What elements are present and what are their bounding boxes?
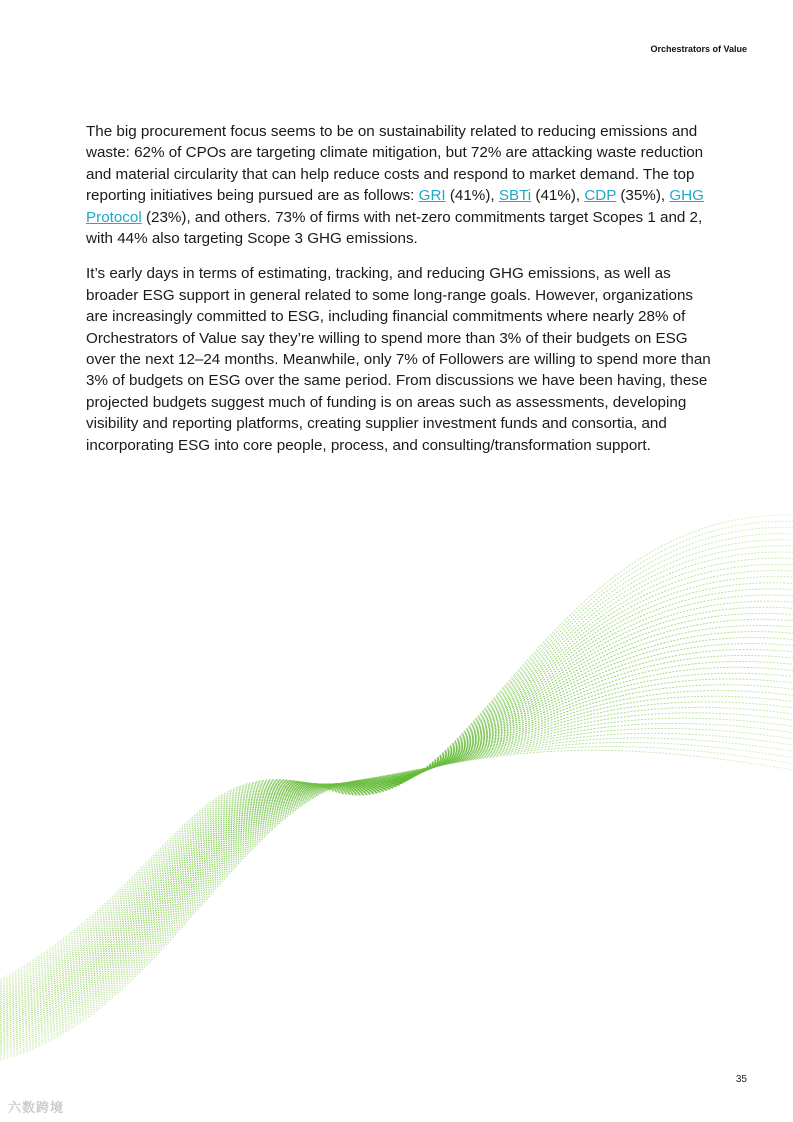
green-line-wave-graphic [0,500,793,1090]
wave-line [0,742,793,1056]
wave-line [0,632,793,1018]
paragraph-2 [86,263,716,456]
text-segment: It’s early days in terms of estimating, tracking, and reducing GHG emissions, as well as broader ESG support in general related to some long-range goals. However, organizations are increasingly committed to ESG, including financial commitments where nearly 28% of Orchestrators of Value say they’re willing to spend more than 3% of their budgets on ESG over the next 12–24 months. Meanwhile, only 7% of Followers are willing to spend more than 3% of budgets on ESG over the same period. From discussions we have been having, these projected budgets suggest much of funding is on areas such as assessments, developing visibility and reporting platforms, creating supplier investment funds and consortia, and incorporating ESG into core people, process, and consulting/transformation support. [86,265,711,454]
wave-line [0,546,793,990]
wave-line [0,540,793,988]
ghg-protocol-link[interactable]: GHG Protocol [86,187,704,226]
gri-link[interactable]: GRI [418,187,446,205]
wave-line [0,707,793,1042]
paragraph-1 [86,121,716,249]
wave-line [0,583,793,1002]
sbti-link[interactable]: SBTi [498,187,532,205]
wave-line [0,685,793,1035]
wave-line [0,691,793,1037]
wave-line [0,534,793,986]
wave-line [0,601,793,1007]
wave-line [0,718,793,1046]
wave-line [0,702,793,1041]
text-segment: The big procurement focus seems to be on sustainability related to reducing emissions and waste: 62% of CPOs are targeting climate mitigation, but 72% are attacking waste reduction and material circularity that can help reduce costs and respond to market demand. The top reporting initiatives being pursued are as follows: [86,123,704,205]
text-segment: (23%), and others. 73% of firms with net-zero commitments target Scopes 1 and 2, with 44% also targeting Scope 3 GHG emissions. [86,208,703,248]
page-number: 35 [735,1074,747,1085]
wave-line [0,713,793,1045]
wave-line [0,638,793,1019]
cdp-link[interactable]: CDP [584,187,617,205]
wave-line [0,696,793,1038]
text-segment: (41%), [531,187,585,205]
watermark-logo: 六数跨境 [8,1100,65,1115]
wave-line [0,613,793,1011]
wave-line [0,607,793,1009]
wave-line [0,723,793,1048]
wave-line [0,527,793,984]
text-segment: (35%), [616,187,670,205]
wave-line [0,595,793,1005]
wave-line [0,619,793,1013]
wave-line [0,626,793,1016]
running-header-title: Orchestrators of Value [650,44,747,54]
text-segment: (41%), [445,187,499,205]
body-text [86,121,716,470]
